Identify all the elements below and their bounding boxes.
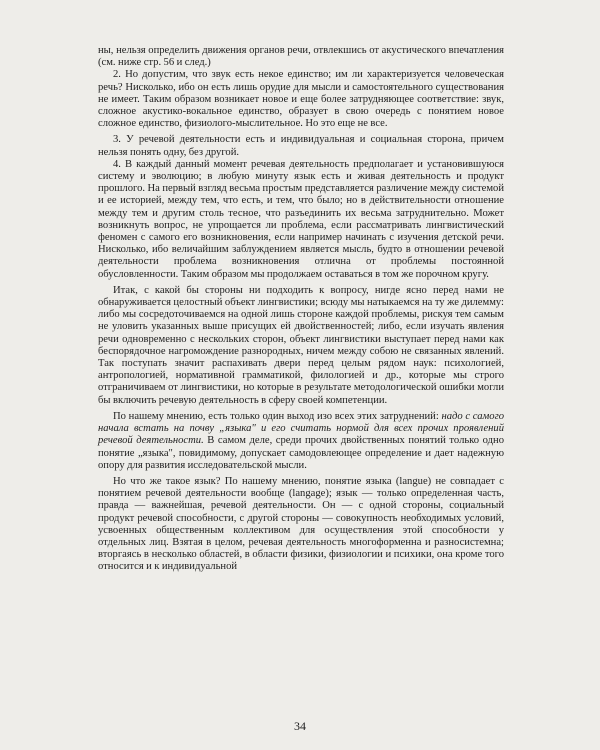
solution-lead: По нашему мнению, есть только один выход изо всех этих затруднений: [113, 410, 442, 422]
paragraph-langue-definition: Но что же такое язык? По нашему мнению, понятие языка (langue) не совпадает с понятием речевой деятельности вообще (langage); язык — только определенная часть, правда — важнейшая, речевой деятельности. Он — с одной стороны, социальный продукт речевой способности, с другой стороны — совокупность необходимых условий, усвоенных общественным коллективом для осуществления этой способности у отдельных лиц. Взятая в целом, речевая деятельность многоформенна и разносистемна; вторгаясь в несколько областей, в области физики, физиологии и психики, она кроме того относится и к индивидуальной [98, 475, 504, 573]
body-text [98, 45, 504, 574]
paragraph-point-2: 2. Но допустим, что звук есть некое единство; им ли характеризуется человеческая речь? Нисколько, ибо он есть лишь орудие для мысли и самостоятельного существования не имеет. Таким образом возникает новое и еще более затрудняющее соответствие: звук, сложное акустико-вокальное единство, образует в свою очередь с понятием новое сложное единство, физиолого-мыслительное. Но это еще не все. [98, 69, 504, 130]
solution-tail: В самом деле, среди прочих двойственных понятий только одно понятие „языка", повидимому, допускает самодовлеющее определение и дает надежную опору для развития исследовательской мысли. [98, 435, 504, 471]
paragraph-point-3: 3. У речевой деятельности есть и индивидуальная и социальная сторона, причем нельзя понять одну, без другой. [98, 134, 504, 158]
paragraph-point-4: 4. В каждый данный момент речевая деятельность предполагает и установившуюся систему и эволюцию; в любую минуту язык есть и живая деятельность и продукт прошлого. На первый взгляд весьма простым представляется различение между системой и ее историей, между тем, что есть, и тем, что было; но в действительности отношение между тем и другим столь тесное, что разъединить их весьма затруднительно. Может возникнуть вопрос, не упрощается ли проблема, если рассматривать лингвистический феномен с самого его возникновения, если например начинать с изучения детской речи. Нисколько, ибо величайшим заблуждением является мысль, будто в отношении речевой деятельности проблема возникновения отлична от проблемы постоянной обусловленности. Таким образом мы продолжаем оставаться в том же порочном кругу. [98, 158, 504, 280]
paragraph-summary: Итак, с какой бы стороны ни подходить к вопросу, нигде ясно перед нами не обнаруживается целостный объект лингвистики; всюду мы натыкаемся на ту же дилемму: либо мы сосредоточиваемся на одной лишь стороне каждой проблемы, рискуя тем самым не уловить указанных выше присущих ей двойственностей; либо, если изучать явления речи одновременно с нескольких сторон, объект лингвистики выступает перед нами как беспорядочное нагромождение разнородных, ничем между собою не связанных явлений. Так поступать значит распахивать двери перед целым рядом наук: психологией, антропологией, нормативной грамматикой, филологией и др., которые мы строго отграничиваем от лингвистики, но которые в результате методологической ошибки могли бы включить речевую деятельность в сферу своей компетенции. [98, 284, 504, 406]
page-number: 34 [294, 719, 306, 733]
paragraph-continuation: ны, нельзя определить движения органов речи, отвлекшись от акустического впечатления (см. ниже стр. 56 и след.) [98, 45, 504, 69]
solution-emphasis: надо с самого начала встать на почву „языка" и его считать нормой для всех прочих проявлений речевой деятельности. [98, 410, 505, 447]
paragraph-solution [98, 411, 504, 472]
